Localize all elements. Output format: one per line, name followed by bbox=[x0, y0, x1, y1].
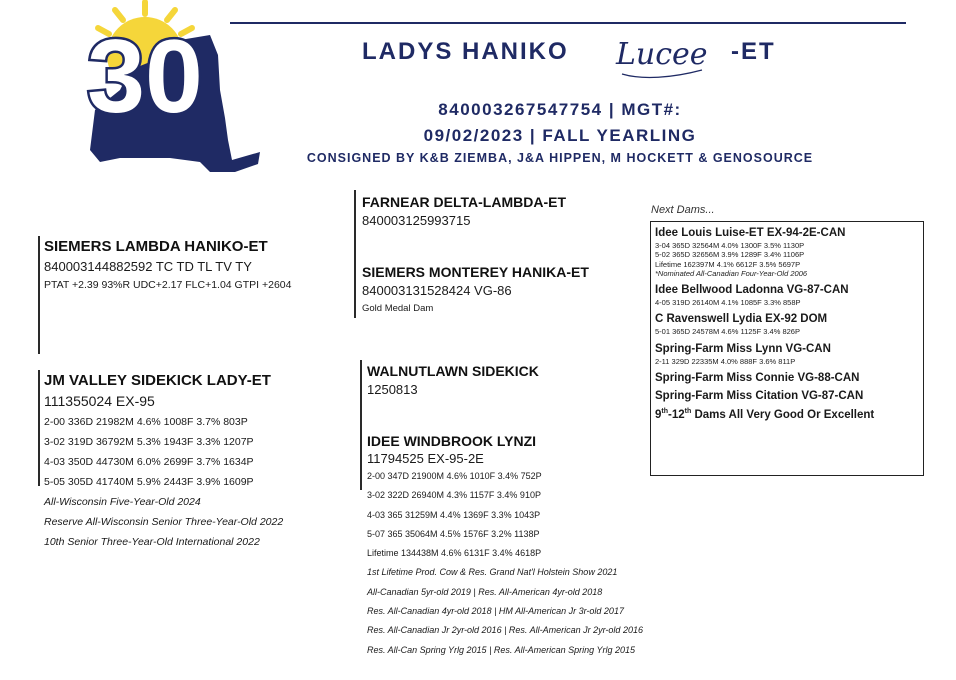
sire-dam-reg: 840003131528424 VG-86 bbox=[362, 283, 512, 298]
sire-block bbox=[44, 238, 291, 291]
sire-genomics: PTAT +2.39 93%R UDC+2.17 FLC+1.04 GTPI +2604 bbox=[44, 279, 292, 291]
next-dam-name: Spring-Farm Miss Lynn VG-CAN bbox=[655, 342, 831, 355]
dam-dam-record: 4-03 365 31259M 4.4% 1369F 3.3% 1043P bbox=[367, 509, 541, 520]
next-dams-title: Next Dams... bbox=[651, 204, 715, 216]
next-dam-record: Lifetime 162397M 4.1% 6612F 3.5% 5697P bbox=[655, 259, 801, 269]
lot-name-prefix: LADYS HANIKO bbox=[362, 38, 569, 65]
svg-text:Lucee: Lucee bbox=[616, 37, 708, 72]
sire-sire-reg: 840003125993715 bbox=[362, 213, 471, 228]
sire-dam-name: SIEMERS MONTEREY HANIKA-ET bbox=[362, 264, 589, 280]
lot-number: 30 bbox=[87, 19, 203, 135]
header-rule bbox=[230, 22, 906, 24]
dam-dam-record: Lifetime 134438M 4.6% 6131F 3.4% 4618P bbox=[367, 548, 542, 559]
dam-dam-record: 5-07 365 35064M 4.5% 1576F 3.2% 1138P bbox=[367, 528, 540, 539]
dam-dam-honor: Res. All-Canadian 4yr-old 2018 | HM All-American Jr 3r-old 2017 bbox=[367, 606, 624, 617]
dam-dam-honor: All-Canadian 5yr-old 2019 | Res. All-American 4yr-old 2018 bbox=[367, 586, 603, 597]
next-dam-entry bbox=[655, 343, 919, 366]
dam-dam-honor: Res. All-Can Spring Yrlg 2015 | Res. All-American Spring Yrlg 2015 bbox=[367, 644, 635, 655]
dam-record: 3-02 319D 36792M 5.3% 1943F 3.3% 1207P bbox=[44, 436, 254, 448]
next-dam-name: Idee Louis Luise-ET EX-94-2E-CAN bbox=[655, 227, 846, 239]
dam-record: 5-05 305D 41740M 5.9% 2443F 3.9% 1609P bbox=[44, 476, 254, 488]
next-dam-entry bbox=[655, 284, 919, 307]
sire-sire-name: FARNEAR DELTA-LAMBDA-ET bbox=[362, 194, 567, 210]
birthdate-line: 09/02/2023 | FALL YEARLING bbox=[423, 126, 697, 145]
next-dam-entry bbox=[655, 372, 919, 384]
sire-parents-bracket bbox=[354, 190, 356, 318]
dam-name: JM VALLEY SIDEKICK LADY-ET bbox=[44, 372, 271, 389]
dam-honor: All-Wisconsin Five-Year-Old 2024 bbox=[44, 496, 201, 508]
next-dam-entry bbox=[655, 390, 919, 402]
sire-dam-note: Gold Medal Dam bbox=[362, 303, 434, 314]
dam-dam-honor: Res. All-Canadian Jr 2yr-old 2016 | Res. All-American Jr 2yr-old 2016 bbox=[367, 625, 643, 636]
dam-sire-reg: 1250813 bbox=[367, 382, 418, 397]
next-dam-entry bbox=[655, 313, 919, 336]
dam-honor: 10th Senior Three-Year-Old International 2022 bbox=[44, 536, 260, 548]
dam-sire-block bbox=[367, 363, 539, 397]
sire-name: SIEMERS LAMBDA HANIKO-ET bbox=[44, 238, 268, 255]
lot-name-script bbox=[612, 30, 730, 82]
dam-dam-honor: 1st Lifetime Prod. Cow & Res. Grand Nat'l Holstein Show 2021 bbox=[367, 567, 618, 578]
sire-sire-block bbox=[362, 194, 566, 228]
dam-block bbox=[44, 372, 283, 552]
registration-line: 840003267547754 | MGT#: bbox=[438, 100, 682, 119]
dam-record: 4-03 350D 44730M 6.0% 2699F 3.7% 1634P bbox=[44, 456, 254, 468]
next-dam-name: Idee Bellwood Ladonna VG-87-CAN bbox=[655, 284, 849, 297]
sire-dam-block bbox=[362, 264, 589, 314]
dam-honor: Reserve All-Wisconsin Senior Three-Year-Old 2022 bbox=[44, 516, 284, 528]
dam-reg: 111355024 EX-95 bbox=[44, 393, 155, 409]
dam-sire-name: WALNUTLAWN SIDEKICK bbox=[367, 363, 539, 379]
next-dam-name: Spring-Farm Miss Citation VG-87-CAN bbox=[655, 390, 864, 403]
dam-dam-name: IDEE WINDBROOK LYNZI bbox=[367, 433, 537, 449]
dam-dam-reg: 11794525 EX-95-2E bbox=[367, 451, 484, 466]
next-dam-name: C Ravenswell Lydia EX-92 DOM bbox=[655, 313, 828, 326]
dam-parents-bracket bbox=[360, 360, 362, 490]
sire-reg: 840003144882592 TC TD TL TV TY bbox=[44, 259, 252, 274]
next-dam-entry bbox=[655, 227, 919, 278]
next-dam-record: 3-04 365D 32564M 4.0% 1300F 3.5% 1130P bbox=[655, 241, 805, 250]
next-dam-record: 4-05 319D 26140M 4.1% 1085F 3.3% 858P bbox=[655, 298, 801, 308]
dam-bracket bbox=[38, 370, 40, 486]
dam-dam-record: 2-00 347D 21900M 4.6% 1010F 3.4% 752P bbox=[367, 471, 542, 481]
dam-dam-record: 3-02 322D 26940M 4.3% 1157F 3.4% 910P bbox=[367, 490, 541, 501]
next-dam-record: 5-02 365D 32656M 3.9% 1289F 3.4% 1106P bbox=[655, 250, 805, 260]
consigned-by: CONSIGNED BY K&B ZIEMBA, J&A HIPPEN, M HOCKETT & GENOSOURCE bbox=[306, 151, 814, 165]
dam-record: 2-00 336D 21982M 4.6% 1008F 3.7% 803P bbox=[44, 416, 248, 428]
lot-name-suffix: -ET bbox=[731, 38, 776, 65]
lot-logo bbox=[60, 0, 260, 190]
next-dam-record: 5-01 365D 24578M 4.6% 1125F 3.4% 826P bbox=[655, 327, 800, 337]
next-dam-name: Spring-Farm Miss Connie VG-88-CAN bbox=[655, 372, 860, 385]
next-dams-footer: 9th-12th Dams All Very Good Or Excellent bbox=[655, 408, 875, 421]
dam-dam-block bbox=[367, 433, 643, 660]
sire-bracket bbox=[38, 236, 40, 354]
next-dam-note: *Nominated All-Canadian Four-Year-Old 2006 bbox=[655, 268, 808, 278]
next-dams-box bbox=[650, 221, 924, 476]
next-dam-record: 2-11 329D 22335M 4.0% 888F 3.6% 811P bbox=[655, 356, 796, 366]
